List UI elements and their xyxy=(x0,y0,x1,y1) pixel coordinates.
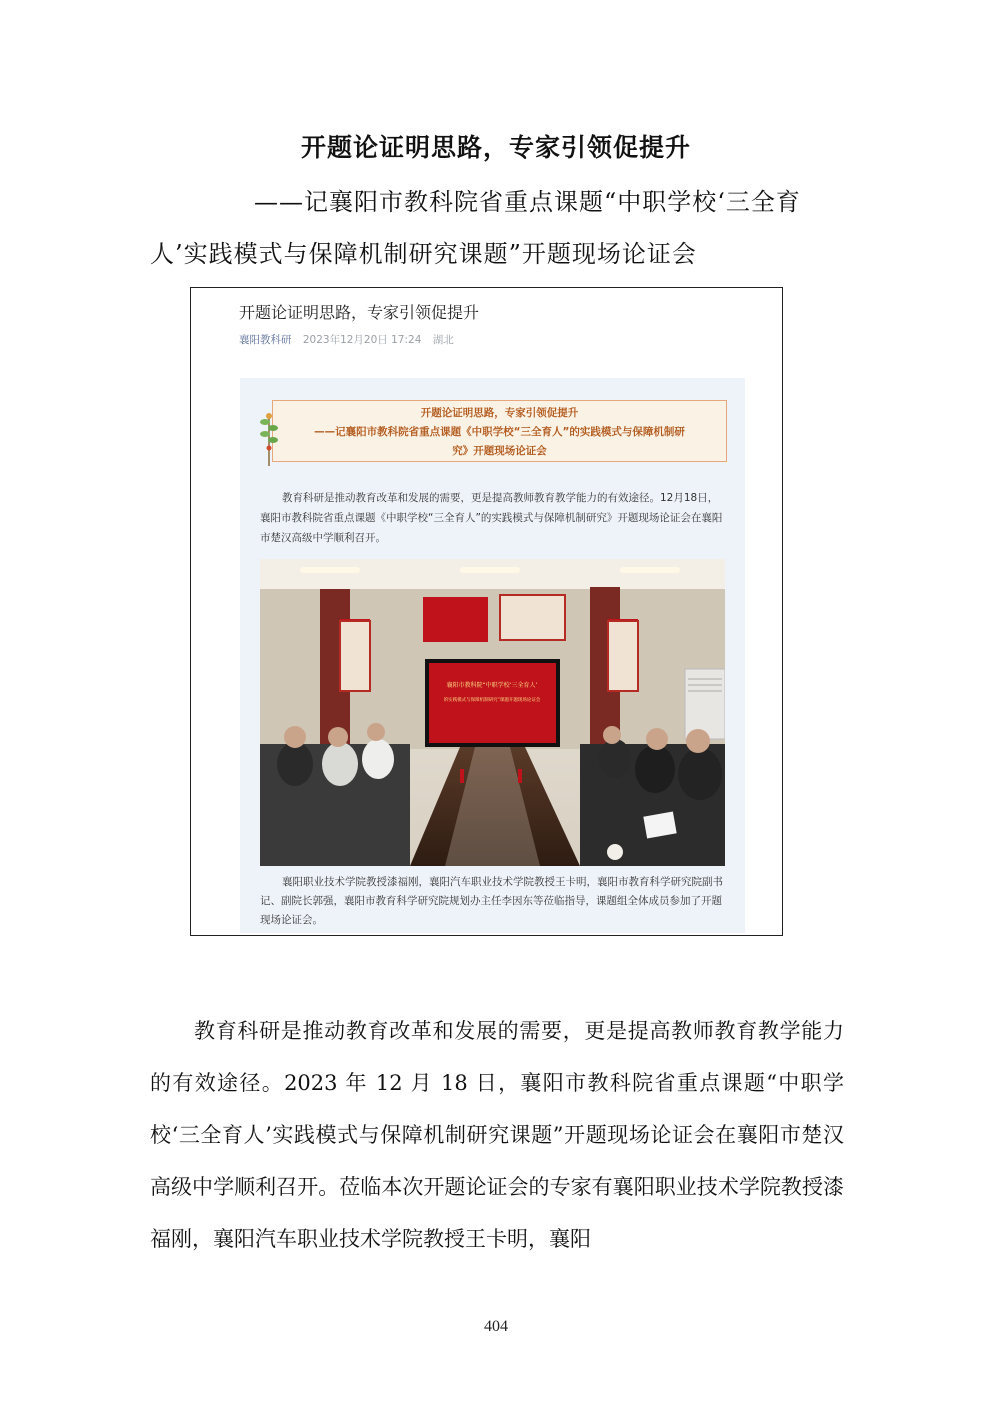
article-paragraph: 教育科研是推动教育改革和发展的需要，更是提高教师教育教学能力的有效途径。12月18日，襄阳市教科院省重点课题《中职学校“三全育人”的实践模式与保障机制研究》开题现场论证会在襄阳市楚汉高级中学顺利召开。 xyxy=(260,492,723,544)
meeting-photo xyxy=(260,559,725,866)
banner-line-1: 开题论证明思路，专家引领促提升 xyxy=(420,407,579,419)
article-meta xyxy=(239,332,454,347)
photo-caption: 襄阳职业技术学院教授漆福刚，襄阳汽车职业技术学院教授王卡明，襄阳市教育科学研究院副书记、副院长郭强，襄阳市教育科学研究院规划办主任李因东等莅临指导，课题组全体成员参加了开题现场论证会。 xyxy=(260,876,723,926)
account-link[interactable]: 襄阳教科研 xyxy=(239,334,292,346)
publish-time: 2023年12月20日 17:24 xyxy=(302,334,422,346)
banner-line-3: 究》开题现场论证会 xyxy=(452,445,547,457)
publish-location: 湖北 xyxy=(432,334,454,346)
article-body-panel xyxy=(240,378,745,933)
body-paragraph: 教育科研是推动教育改革和发展的需要，更是提高教师教育教学能力的有效途径。2023 年 12 月 18 日，襄阳市教科院省重点课题“中职学校‘三全育人’实践模式与保障机制研究课题”开题现场论证会在襄阳市楚汉高级中学顺利召开。莅临本次开题论证会的专家有襄阳职业技术学院教授漆福刚，襄阳汽车职业技术学院教授王卡明，襄阳 xyxy=(150,1019,844,1251)
page-number: 404 xyxy=(484,1318,508,1335)
document-title: 开题论证明思路，专家引领促提升 xyxy=(300,133,691,162)
banner-line-2: ——记襄阳市教科院省重点课题《中职学校“三全育人”的实践模式与保障机制研 xyxy=(314,426,685,438)
article-banner xyxy=(272,400,727,462)
document-subtitle: ——记襄阳市教科院省重点课题“中职学校‘三全育人’实践模式与保障机制研究课题”开题现场论证会 xyxy=(150,188,801,268)
article-screenshot-frame xyxy=(190,287,783,936)
plant-decoration-icon xyxy=(258,408,280,468)
article-title: 开题论证明思路，专家引领促提升 xyxy=(239,303,480,322)
screen-text-line-1: 襄阳市教科院“中职学校‘三全育人’ xyxy=(446,682,538,689)
screen-text-line-2: 的实践模式与保障机制研究”课题开题现场论证会 xyxy=(443,698,541,703)
